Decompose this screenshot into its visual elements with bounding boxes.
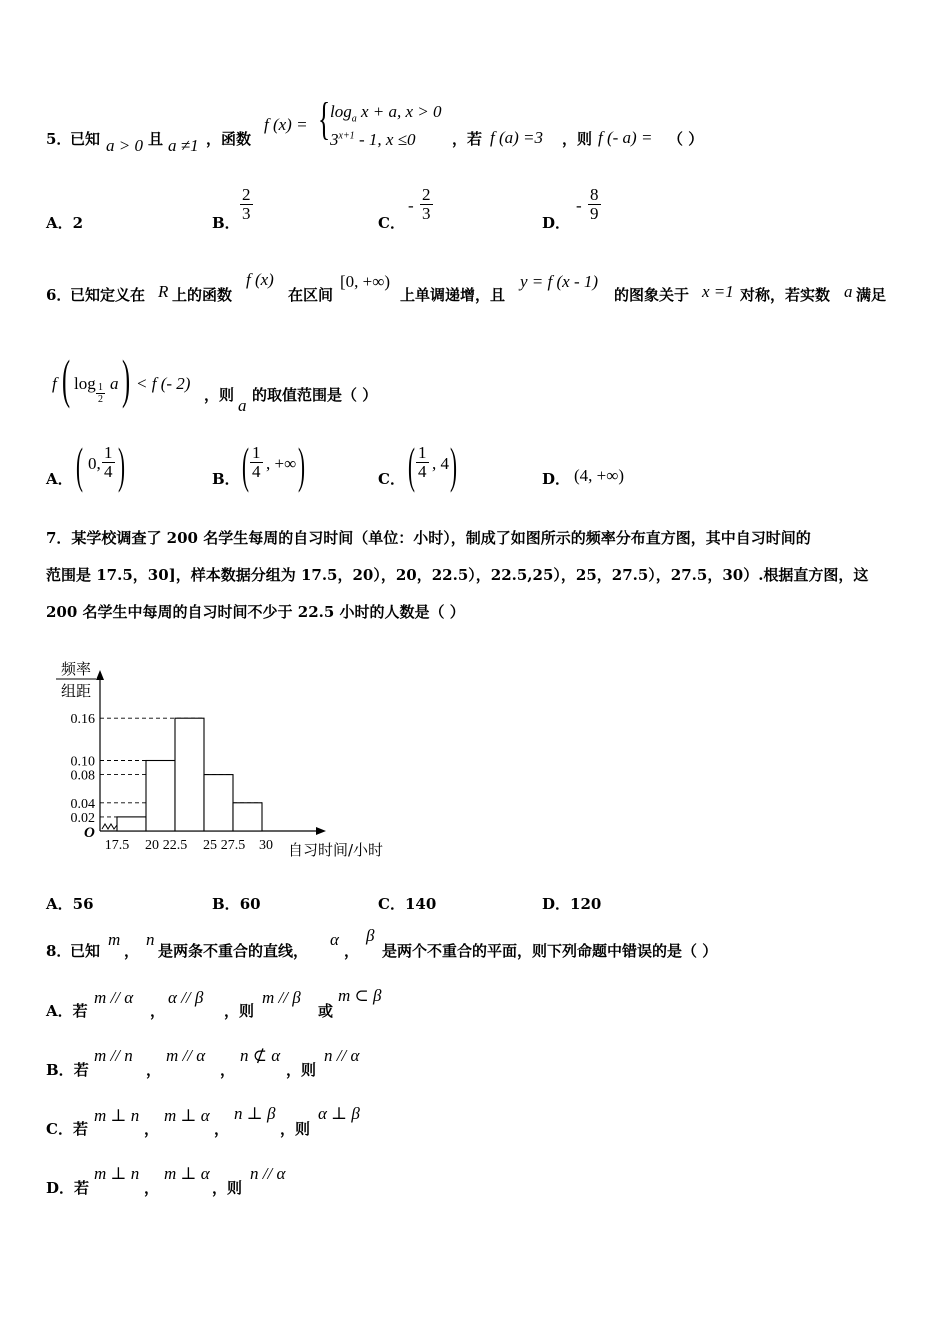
y-axis-label-bottom: 组距	[60, 682, 92, 700]
q8-option-a-label[interactable]: A．若	[46, 1002, 88, 1020]
x-axis-label: 自习时间/小时	[288, 841, 384, 859]
q6-option-a-right-paren: )	[118, 437, 125, 493]
q8-n: n	[146, 930, 155, 949]
q6-ineq-left-paren: (	[62, 349, 71, 409]
q8-option-d-then: ，则	[212, 1179, 243, 1197]
q5-option-d-sign: -	[576, 196, 582, 215]
q8-alpha: α	[330, 930, 339, 949]
q6-text-3: 在区间	[288, 286, 334, 304]
q5-number: 5．	[46, 130, 72, 148]
x-axis-arrow	[316, 827, 326, 835]
q6-option-a-fraction: $\frac{1}{4}$	[104, 443, 113, 481]
q6-ineq-base: $\frac{1}{2}$	[98, 382, 103, 405]
q8-option-a-premise-2: α // β	[168, 988, 204, 1007]
q5-option-a[interactable]: A．2	[46, 214, 84, 232]
q8-option-a-then: ，则	[224, 1002, 255, 1020]
q7-option-a[interactable]: A．56	[46, 895, 94, 913]
q8-option-c-premise-1: m ⊥ n	[94, 1106, 140, 1125]
y-tick-label: 0.04	[70, 796, 95, 812]
q6-text-1: 已知定义在	[70, 286, 146, 304]
x-tick-label: 27.5	[220, 838, 246, 853]
q8-option-b-then: ，则	[286, 1061, 317, 1079]
q6-ineq-f: f	[52, 374, 57, 393]
x-tick-label: 17.5	[104, 838, 130, 853]
q8-text-1: 已知	[70, 942, 101, 960]
q8-beta: β	[366, 926, 375, 945]
q5-ask: f (- a) =	[598, 128, 653, 147]
q6-option-a-left: 0,	[88, 454, 101, 473]
q8-option-a-premise-1: m // α	[94, 988, 134, 1007]
q6-text-4: 上单调递增，且	[400, 286, 506, 304]
q6-ineq-log: log	[74, 374, 96, 393]
q6-axis: x =1	[702, 282, 734, 301]
q7-line-3: 200 名学生中每周的自习时间不少于 22.5 小时的人数是（ ）	[46, 603, 465, 621]
q5-function: f (x) =	[264, 115, 308, 134]
q8-option-a-or: 或	[318, 1002, 334, 1020]
x-tick-label: 30	[259, 838, 273, 853]
q6-text-8: ，则	[204, 386, 235, 404]
q8-option-a-conclusion-2: m ⊂ β	[338, 986, 382, 1005]
q5-option-c-sign: -	[408, 196, 414, 215]
q5-brace: {	[318, 93, 331, 144]
q8-option-d-premise-2: m ⊥ α	[164, 1164, 210, 1183]
q8-option-b-premise-2: m // α	[166, 1046, 206, 1065]
q6-ineq-right-paren: )	[122, 349, 131, 409]
q6-option-d-value: (4, +∞)	[574, 466, 625, 485]
y-tick-label: 0.10	[70, 754, 95, 770]
q5-cond-a-positive: a > 0	[106, 136, 143, 155]
q6-option-c-right-paren: )	[450, 437, 457, 493]
q6-shifted-function: y = f (x - 1)	[520, 272, 599, 291]
q5-option-c-fraction: $\frac{2}{3}$	[422, 185, 431, 223]
q8-option-c-premise-2: m ⊥ α	[164, 1106, 210, 1125]
q5-condition: f (a) =3	[490, 128, 544, 147]
q5-option-d-label[interactable]: D．	[542, 214, 571, 232]
origin-label: O	[84, 825, 95, 841]
x-tick-label: 25	[203, 838, 217, 853]
q6-option-b-label[interactable]: B．	[212, 470, 240, 488]
q8-option-b-comma-2: ，	[220, 1061, 236, 1079]
q8-option-d-conclusion: n // α	[250, 1164, 286, 1183]
q6-option-c-label[interactable]: C．	[378, 470, 405, 488]
q7-option-d[interactable]: D．120	[542, 895, 602, 913]
q8-option-c-comma-1: ，	[144, 1120, 160, 1138]
q8-option-d-premise-1: m ⊥ n	[94, 1164, 140, 1183]
q5-text-2: 且	[148, 130, 164, 148]
histogram-bar	[204, 775, 233, 831]
histogram-bar	[175, 718, 204, 831]
y-axis-arrow	[96, 670, 104, 680]
q6-option-c-fraction: $\frac{1}{4}$	[418, 443, 427, 481]
q6-interval: [0, +∞)	[340, 272, 391, 291]
q5-text-1: 已知	[70, 130, 101, 148]
histogram-bar	[233, 803, 262, 831]
q8-text-3: 是两条不重合的直线，	[158, 942, 309, 960]
q6-a: a	[844, 282, 853, 301]
y-tick-label: 0.16	[70, 712, 95, 728]
q5-option-c-label[interactable]: C．	[378, 214, 405, 232]
y-axis-label-top: 频率	[60, 660, 92, 678]
q5-text-5: ，则	[562, 130, 593, 148]
q8-option-c-comma-2: ，	[214, 1120, 230, 1138]
q6-ineq-rest: < f (- 2)	[136, 374, 191, 393]
q7-line-1: 7．某学校调查了 200 名学生每周的自习时间（单位：小时），制成了如图所示的频率分布直方图，其中自习时间的	[46, 529, 811, 547]
q6-option-b-right-paren: )	[298, 437, 305, 493]
q8-text-4: ，	[344, 942, 360, 960]
q6-option-c-right: , 4	[432, 454, 449, 473]
q5-text-3: ，函数	[206, 130, 252, 148]
q5-option-b-fraction: $\frac{2}{3}$	[242, 185, 251, 223]
q5-option-b-label[interactable]: B．	[212, 214, 240, 232]
q5-blank: （ ）	[668, 130, 704, 148]
q6-option-a-label[interactable]: A．	[46, 470, 73, 488]
q6-R: R	[158, 282, 169, 301]
histogram-bar	[146, 761, 175, 832]
q6-ineq-a: a	[110, 374, 119, 393]
q6-text-2: 上的函数	[172, 286, 233, 304]
q6-number: 6．	[46, 286, 72, 304]
q8-option-b-premise-1: m // n	[94, 1046, 133, 1065]
q6-option-b-left-paren: (	[242, 437, 249, 493]
x-tick-label: 22.5	[162, 838, 188, 853]
q8-option-a-comma: ，	[150, 1002, 166, 1020]
q5-case-1: $\log_a x + a$, x > 0	[330, 102, 442, 125]
q8-option-c-premise-3: n ⊥ β	[234, 1104, 276, 1123]
q8-text-2: ，	[124, 942, 140, 960]
q8-option-a-conclusion-1: m // β	[262, 988, 301, 1007]
q5-option-d-fraction: $\frac{8}{9}$	[590, 185, 599, 223]
q6-option-c-left-paren: (	[408, 437, 415, 493]
q7-line-2: 范围是 17.5，30]，样本数据分组为 17.5，20），20，22.5），22.5,25），25，27.5），27.5，30）.根据直方图，这	[46, 566, 869, 584]
y-tick-label: 0.02	[70, 810, 95, 826]
q6-a-2: a	[238, 396, 247, 415]
q6-option-b-fraction: $\frac{1}{4}$	[252, 443, 261, 481]
q8-option-c-then: ，则	[280, 1120, 311, 1138]
x-tick-label: 20	[145, 838, 159, 853]
axis-break	[102, 824, 117, 829]
q7-option-c[interactable]: C．140	[378, 895, 437, 913]
q8-option-d-label[interactable]: D．若	[46, 1179, 90, 1197]
q6-text-6: 对称，若实数	[740, 286, 831, 304]
q6-option-d-label[interactable]: D．	[542, 470, 571, 488]
histogram-chart	[40, 650, 420, 870]
q6-option-a-left-paren: (	[76, 437, 83, 493]
q8-option-b-conclusion: n // α	[324, 1046, 360, 1065]
q5-text-4: ，若	[452, 130, 483, 148]
q6-text-5: 的图象关于	[614, 286, 690, 304]
q8-option-b-label[interactable]: B．若	[46, 1061, 89, 1079]
q5-case-2: $3^{x+1} - 1$, x ≤0	[330, 130, 416, 149]
y-tick-label: 0.08	[70, 768, 95, 784]
q8-option-b-premise-3: n ⊄ α	[240, 1046, 281, 1065]
q7-option-b[interactable]: B．60	[212, 895, 261, 913]
q8-option-c-conclusion: α ⊥ β	[318, 1104, 360, 1123]
q8-m: m	[108, 930, 121, 949]
q6-text-7: 满足	[856, 286, 887, 304]
q8-option-c-label[interactable]: C．若	[46, 1120, 88, 1138]
q6-text-9: 的取值范围是（ ）	[252, 386, 378, 404]
q6-option-b-right: , +∞	[266, 454, 297, 473]
histogram-bar	[117, 817, 146, 831]
q5-cond-a-not-1: a ≠1	[168, 136, 199, 155]
q8-number: 8．	[46, 942, 72, 960]
q6-function: f (x)	[246, 270, 274, 289]
q8-text-5: 是两个不重合的平面，则下列命题中错误的是（ ）	[382, 942, 718, 960]
q8-option-b-comma-1: ，	[146, 1061, 162, 1079]
q8-option-d-comma-1: ，	[144, 1179, 160, 1197]
